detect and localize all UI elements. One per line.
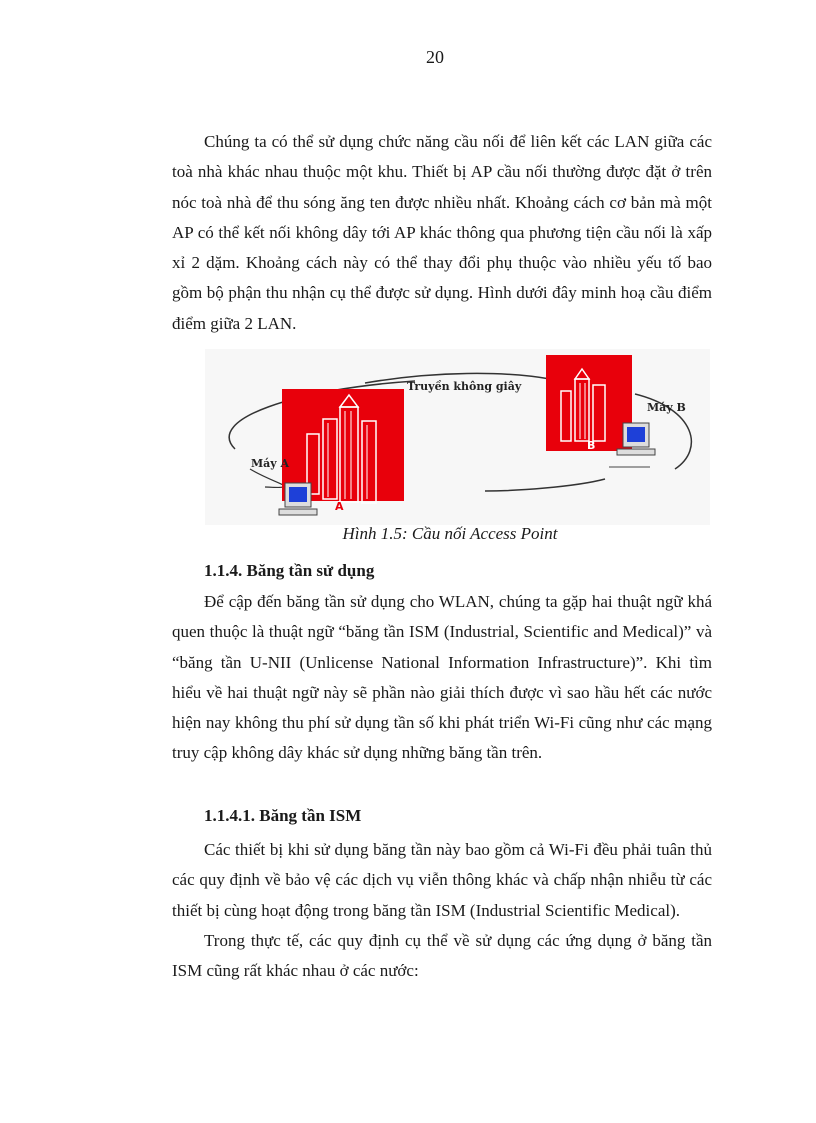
machine-b-label: Máy B xyxy=(647,401,686,414)
building-a-label: A xyxy=(335,500,344,513)
bridge-diagram xyxy=(205,349,710,525)
heading-1-1-4-1: 1.1.4.1. Băng tần ISM xyxy=(204,806,362,825)
heading-1-1-4: 1.1.4. Băng tần sử dụng xyxy=(204,561,375,580)
machine-a-label: Máy A xyxy=(251,457,290,470)
building-b-icon xyxy=(546,355,632,452)
page-number: 20 xyxy=(426,47,444,67)
paragraph-ism-regulations: Trong thực tế, các quy định cụ thể về sử dụng các ứng dụng ở băng tần ISM cũng rất khác nhau ở các nước: xyxy=(172,931,712,981)
figure-caption: Hình 1.5: Cầu nối Access Point xyxy=(342,524,558,543)
paragraph-bridge-intro: Chúng ta có thể sử dụng chức năng cầu nối để liên kết các LAN giữa các toà nhà khác nhau thuộc một khu. Thiết bị AP cầu nối thường được đặt ở trên nóc toà nhà để thu sóng ăng ten được nhiều nhất. Khoảng cách cơ bản mà một AP có thể kết nối không dây tới AP khác thông qua phương tiện cầu nối là xấp xỉ 2 dặm. Khoảng cách này có thể thay đổi phụ thuộc vào nhiều yếu tố bao gồm bộ phận thu nhận cụ thể được sử dụng. Hình dưới đây minh hoạ cầu điểm điểm giữa 2 LAN. xyxy=(172,132,712,333)
building-b-label: B xyxy=(587,439,596,452)
paragraph-frequency-bands: Để cập đến băng tần sử dụng cho WLAN, chúng ta gặp hai thuật ngữ khá quen thuộc là thuật ngữ “băng tần ISM (Industrial, Scientific and Medical)” và “băng tần U-NII (Unlicense National Information Infrastructure)”. Khi tìm hiểu về hai thuật ngữ này sẽ phần nào giải thích được vì sao hầu hết các nước hiện nay không thu phí sử dụng tần số khi phát triển Wi-Fi cũng như các mạng truy cập không dây khác sử dụng những băng tần trên. xyxy=(172,592,712,763)
computer-a-icon xyxy=(279,483,317,515)
wireless-link-label: Truyền không giây xyxy=(407,380,522,393)
paragraph-ism-devices: Các thiết bị khi sử dụng băng tần này bao gồm cả Wi-Fi đều phải tuân thủ các quy định về bảo vệ các dịch vụ viễn thông khác và chấp nhận nhiễu từ các thiết bị cùng hoạt động trong băng tần ISM (Industrial Scientific Medical). xyxy=(172,840,712,920)
figure-access-point-bridge xyxy=(205,349,710,525)
